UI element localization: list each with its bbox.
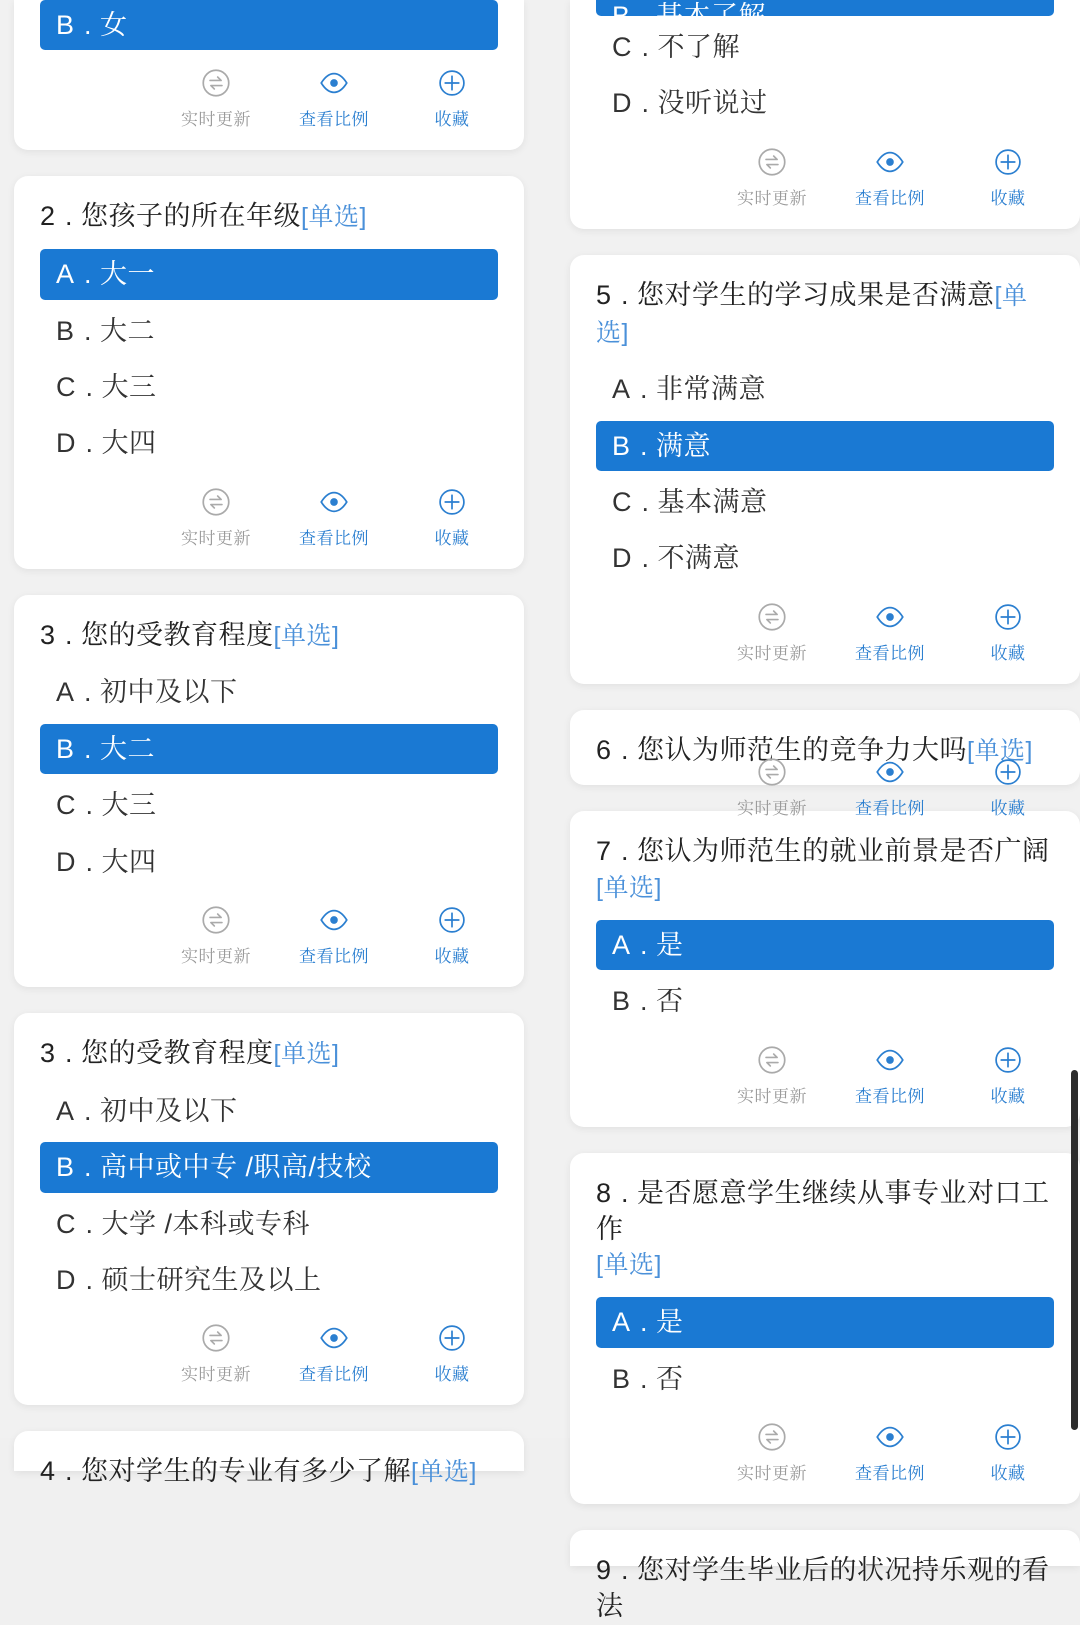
option-text: 大三 <box>101 790 157 821</box>
realtime-update-label: 实时更新 <box>737 1463 807 1483</box>
question-title: 2 . 您孩子的所在年级[单选] <box>40 201 367 232</box>
view-ratio-label: 查看比例 <box>855 1086 925 1106</box>
realtime-update-button[interactable] <box>736 1420 808 1484</box>
view-ratio-label: 查看比例 <box>299 110 369 130</box>
option-b[interactable]: B . 大二 <box>40 724 498 774</box>
option-label: C <box>612 32 634 62</box>
option-label: B <box>56 733 77 764</box>
card-actions <box>40 1305 498 1391</box>
plus-circle-icon <box>991 755 1025 789</box>
question-type-tag: [单选] <box>273 621 340 650</box>
eye-icon <box>317 485 351 519</box>
question-card-6 <box>570 710 1080 818</box>
question-text: 您孩子的所在年级 <box>81 201 302 232</box>
option-list <box>596 0 1054 129</box>
option-text: 大四 <box>101 428 157 459</box>
option-list <box>40 249 498 469</box>
option-d[interactable]: D . 大四 <box>56 846 157 877</box>
option-text: 是 <box>656 929 684 960</box>
option-text: 非常满意 <box>656 374 767 405</box>
option-b[interactable]: B . 否 <box>612 986 684 1017</box>
realtime-update-button[interactable] <box>736 1043 808 1107</box>
question-text: 您认为师范生的竞争力大吗 <box>637 734 968 765</box>
option-list <box>596 364 1054 584</box>
favorite-button[interactable] <box>972 600 1044 664</box>
option-list <box>40 0 498 50</box>
plus-circle-icon <box>435 903 469 937</box>
option-a[interactable]: A . 大一 <box>40 249 498 299</box>
option-b[interactable]: B . 否 <box>612 1363 684 1394</box>
option-d[interactable]: D . 大四 <box>56 428 157 459</box>
option-text: 大二 <box>100 315 156 346</box>
option-label: C <box>56 790 78 821</box>
option-c[interactable]: C . 大三 <box>56 790 157 821</box>
option-label: B <box>56 10 77 40</box>
option-b[interactable]: B . 高中或中专 /职高/技校 <box>40 1142 498 1192</box>
option-label: B <box>612 430 633 461</box>
question-title: 3 . 您的受教育程度[单选] <box>40 619 340 650</box>
realtime-update-label: 实时更新 <box>737 798 807 818</box>
favorite-label: 收藏 <box>990 188 1026 208</box>
question-card-7 <box>570 811 1080 1127</box>
question-number: 9 <box>596 1554 614 1585</box>
refresh-icon <box>755 755 789 789</box>
option-b[interactable]: B . 满意 <box>596 421 1054 471</box>
question-title: 9 . 您对学生毕业后的状况持乐观的看法 <box>596 1554 1050 1622</box>
option-text: 初中及以下 <box>100 1095 238 1126</box>
realtime-update-label: 实时更新 <box>181 1365 251 1385</box>
plus-circle-icon <box>991 145 1025 179</box>
favorite-label: 收藏 <box>990 798 1026 818</box>
question-card-8 <box>570 1153 1080 1504</box>
favorite-button[interactable] <box>416 66 488 130</box>
question-number: 3 <box>40 619 58 650</box>
card-actions <box>596 584 1054 670</box>
option-a[interactable]: A . 初中及以下 <box>56 1095 238 1126</box>
question-number: 4 <box>40 1456 58 1487</box>
refresh-icon <box>755 1420 789 1454</box>
option-text: 大四 <box>101 846 157 877</box>
option-text: 高中或中专 /职高/技校 <box>100 1152 372 1183</box>
eye-icon <box>873 145 907 179</box>
option-label: B <box>56 315 77 346</box>
favorite-label: 收藏 <box>434 528 470 548</box>
realtime-update-label: 实时更新 <box>181 528 251 548</box>
view-ratio-button[interactable] <box>298 485 370 549</box>
eye-icon <box>873 1043 907 1077</box>
refresh-icon <box>199 66 233 100</box>
question-title: 7 . 您认为师范生的就业前景是否广阔[单选] <box>596 835 1050 903</box>
option-text: 满意 <box>656 430 712 461</box>
favorite-button[interactable] <box>416 1321 488 1385</box>
question-text: 您的受教育程度 <box>81 619 274 650</box>
option-text: 基本满意 <box>657 487 768 518</box>
view-ratio-label: 查看比例 <box>299 947 369 967</box>
view-ratio-label: 查看比例 <box>855 643 925 663</box>
favorite-button[interactable] <box>416 485 488 549</box>
card-actions <box>596 1027 1054 1113</box>
option-a[interactable]: A . 初中及以下 <box>56 677 238 708</box>
view-ratio-button[interactable] <box>298 1321 370 1385</box>
left-column <box>14 0 524 1487</box>
option-text: 初中及以下 <box>100 677 238 708</box>
question-title: 5 . 您对学生的学习成果是否满意[单选] <box>596 279 1028 347</box>
question-title: 4 . 您对学生的专业有多少了解[单选] <box>40 1456 477 1487</box>
refresh-icon <box>199 1321 233 1355</box>
question-card-4-partial <box>14 1431 524 1487</box>
card-actions <box>596 129 1054 215</box>
realtime-update-label: 实时更新 <box>737 1086 807 1106</box>
option-text: 基本了解 <box>656 1 767 31</box>
view-ratio-label: 查看比例 <box>855 798 925 818</box>
realtime-update-button[interactable] <box>736 600 808 664</box>
option-a[interactable]: A . 是 <box>596 920 1054 970</box>
eye-icon <box>873 1420 907 1454</box>
refresh-icon <box>199 903 233 937</box>
realtime-update-label: 实时更新 <box>737 188 807 208</box>
option-text: 不满意 <box>657 543 741 574</box>
option-a[interactable]: A . 是 <box>596 1297 1054 1347</box>
eye-icon <box>317 1321 351 1355</box>
view-ratio-button[interactable] <box>298 903 370 967</box>
question-number: 6 <box>596 734 614 765</box>
favorite-button[interactable] <box>972 1420 1044 1484</box>
question-title: 3 . 您的受教育程度[单选] <box>40 1038 340 1069</box>
question-type-tag: [单选] <box>967 736 1033 765</box>
option-list <box>596 920 1054 1027</box>
option-label: A <box>612 929 633 960</box>
realtime-update-label: 实时更新 <box>181 947 251 967</box>
question-text: 您的受教育程度 <box>81 1038 274 1069</box>
question-card-5 <box>570 255 1080 684</box>
option-text: 女 <box>100 10 128 40</box>
question-card-9-partial <box>570 1530 1080 1622</box>
option-label: A <box>612 374 633 405</box>
option-b[interactable]: B . 大二 <box>56 315 156 346</box>
option-label: A <box>56 677 77 708</box>
option-label: A <box>56 1095 77 1126</box>
question-title: 8 . 是否愿意学生继续从事专业对口工作 [单选] <box>596 1175 1054 1284</box>
question-text: 您对学生的学习成果是否满意 <box>637 279 995 310</box>
option-label: B <box>56 1152 77 1183</box>
option-label: C <box>56 1208 78 1239</box>
view-ratio-button[interactable] <box>854 1420 926 1484</box>
option-label: D <box>612 88 634 119</box>
favorite-label: 收藏 <box>434 110 470 130</box>
right-column <box>570 0 1080 1622</box>
option-c[interactable]: C . 大学 /本科或专科 <box>56 1208 311 1239</box>
option-d[interactable]: D . 硕士研究生及以上 <box>56 1264 322 1295</box>
favorite-button[interactable] <box>972 145 1044 209</box>
refresh-icon <box>755 1043 789 1077</box>
refresh-icon <box>755 145 789 179</box>
favorite-label: 收藏 <box>434 1365 470 1385</box>
eye-icon <box>317 66 351 100</box>
question-type-tag: [单选] <box>273 1040 340 1069</box>
option-text: 大一 <box>100 259 156 290</box>
option-label: B <box>612 1363 633 1394</box>
favorite-label: 收藏 <box>990 643 1026 663</box>
view-ratio-label: 查看比例 <box>299 528 369 548</box>
option-text: 大二 <box>100 733 156 764</box>
option-label: C <box>612 487 634 518</box>
card-actions <box>40 469 498 555</box>
question-type-tag: [单选] <box>411 1458 477 1487</box>
favorite-label: 收藏 <box>990 1463 1026 1483</box>
option-label: B <box>612 986 633 1017</box>
question-text: 您认为师范生的就业前景是否广阔 <box>637 835 1050 866</box>
refresh-icon <box>755 600 789 634</box>
card-actions <box>596 1404 1054 1490</box>
plus-circle-icon <box>991 1043 1025 1077</box>
option-text: 大学 /本科或专科 <box>101 1208 311 1239</box>
option-label: A <box>56 259 77 290</box>
option-label: D <box>56 428 78 459</box>
question-number: 2 <box>40 201 58 232</box>
favorite-button[interactable] <box>416 903 488 967</box>
option-text: 否 <box>656 986 684 1017</box>
view-ratio-button[interactable] <box>298 66 370 130</box>
question-number: 8 <box>596 1177 614 1208</box>
question-type-tag: [单选] <box>301 203 367 232</box>
option-b[interactable]: B . 基本了解 <box>596 0 1054 16</box>
question-number: 5 <box>596 279 614 310</box>
realtime-update-button[interactable] <box>736 755 808 819</box>
realtime-update-label: 实时更新 <box>737 643 807 663</box>
question-type-tag: [单选] <box>596 874 662 903</box>
question-text: 您对学生的专业有多少了解 <box>81 1456 412 1487</box>
option-label: D <box>612 543 634 574</box>
card-actions <box>40 50 498 136</box>
favorite-label: 收藏 <box>990 1086 1026 1106</box>
option-list <box>596 1297 1054 1404</box>
option-text: 大三 <box>101 371 157 402</box>
card-actions <box>40 887 498 973</box>
view-ratio-label: 查看比例 <box>855 188 925 208</box>
option-label: D <box>56 846 78 877</box>
view-ratio-button[interactable] <box>854 145 926 209</box>
plus-circle-icon <box>435 485 469 519</box>
option-d[interactable]: D . 不满意 <box>612 543 741 574</box>
view-ratio-button[interactable] <box>854 600 926 664</box>
eye-icon <box>873 755 907 789</box>
option-text: 硕士研究生及以上 <box>101 1264 322 1295</box>
option-b[interactable]: B . 女 <box>40 0 498 50</box>
option-label: C <box>56 371 78 402</box>
option-text: 否 <box>656 1363 684 1394</box>
question-number: 3 <box>40 1038 58 1069</box>
realtime-update-button[interactable] <box>180 66 252 130</box>
option-d[interactable]: D . 没听说过 <box>612 88 768 119</box>
plus-circle-icon <box>991 600 1025 634</box>
card-actions <box>596 755 1054 825</box>
favorite-label: 收藏 <box>434 947 470 967</box>
option-text: 不了解 <box>657 32 741 62</box>
question-type-tag: [单选] <box>596 1251 662 1280</box>
option-c[interactable]: C . 基本满意 <box>612 487 768 518</box>
option-c[interactable]: C . 不了解 <box>612 32 741 62</box>
plus-circle-icon <box>435 1321 469 1355</box>
question-card-1-partial <box>14 0 524 150</box>
refresh-icon <box>199 485 233 519</box>
option-c[interactable]: C . 大三 <box>56 371 157 402</box>
option-label: A <box>612 1307 633 1338</box>
option-label: D <box>56 1264 78 1295</box>
question-card-4r-partial <box>570 0 1080 229</box>
question-card-3a <box>14 595 524 987</box>
view-ratio-label: 查看比例 <box>855 1463 925 1483</box>
realtime-update-button[interactable] <box>736 145 808 209</box>
favorite-button[interactable] <box>972 755 1044 819</box>
option-label: B <box>612 1 633 31</box>
card-actions-clipped <box>596 755 1054 818</box>
question-text: 您对学生毕业后的状况持乐观的看法 <box>596 1554 1050 1622</box>
question-text: 是否愿意学生继续从事专业对口工作 <box>596 1177 1050 1244</box>
question-title: 6 . 您认为师范生的竞争力大吗[单选] <box>596 734 1033 765</box>
eye-icon <box>317 903 351 937</box>
plus-circle-icon <box>991 1420 1025 1454</box>
realtime-update-button[interactable] <box>180 903 252 967</box>
realtime-update-button[interactable] <box>180 485 252 549</box>
option-text: 没听说过 <box>657 88 768 119</box>
eye-icon <box>873 600 907 634</box>
realtime-update-label: 实时更新 <box>181 110 251 130</box>
option-list <box>40 1086 498 1306</box>
vertical-scrollbar[interactable] <box>1071 1070 1078 1430</box>
option-list <box>40 667 498 887</box>
realtime-update-button[interactable] <box>180 1321 252 1385</box>
plus-circle-icon <box>435 66 469 100</box>
question-card-2 <box>14 176 524 568</box>
favorite-button[interactable] <box>972 1043 1044 1107</box>
question-card-3b <box>14 1013 524 1405</box>
question-number: 7 <box>596 835 614 866</box>
view-ratio-label: 查看比例 <box>299 1365 369 1385</box>
view-ratio-button[interactable] <box>854 1043 926 1107</box>
option-text: 是 <box>656 1307 684 1338</box>
option-a[interactable]: A . 非常满意 <box>612 374 767 405</box>
question-type-tag: [单选] <box>596 281 1028 347</box>
view-ratio-button[interactable] <box>854 755 926 819</box>
